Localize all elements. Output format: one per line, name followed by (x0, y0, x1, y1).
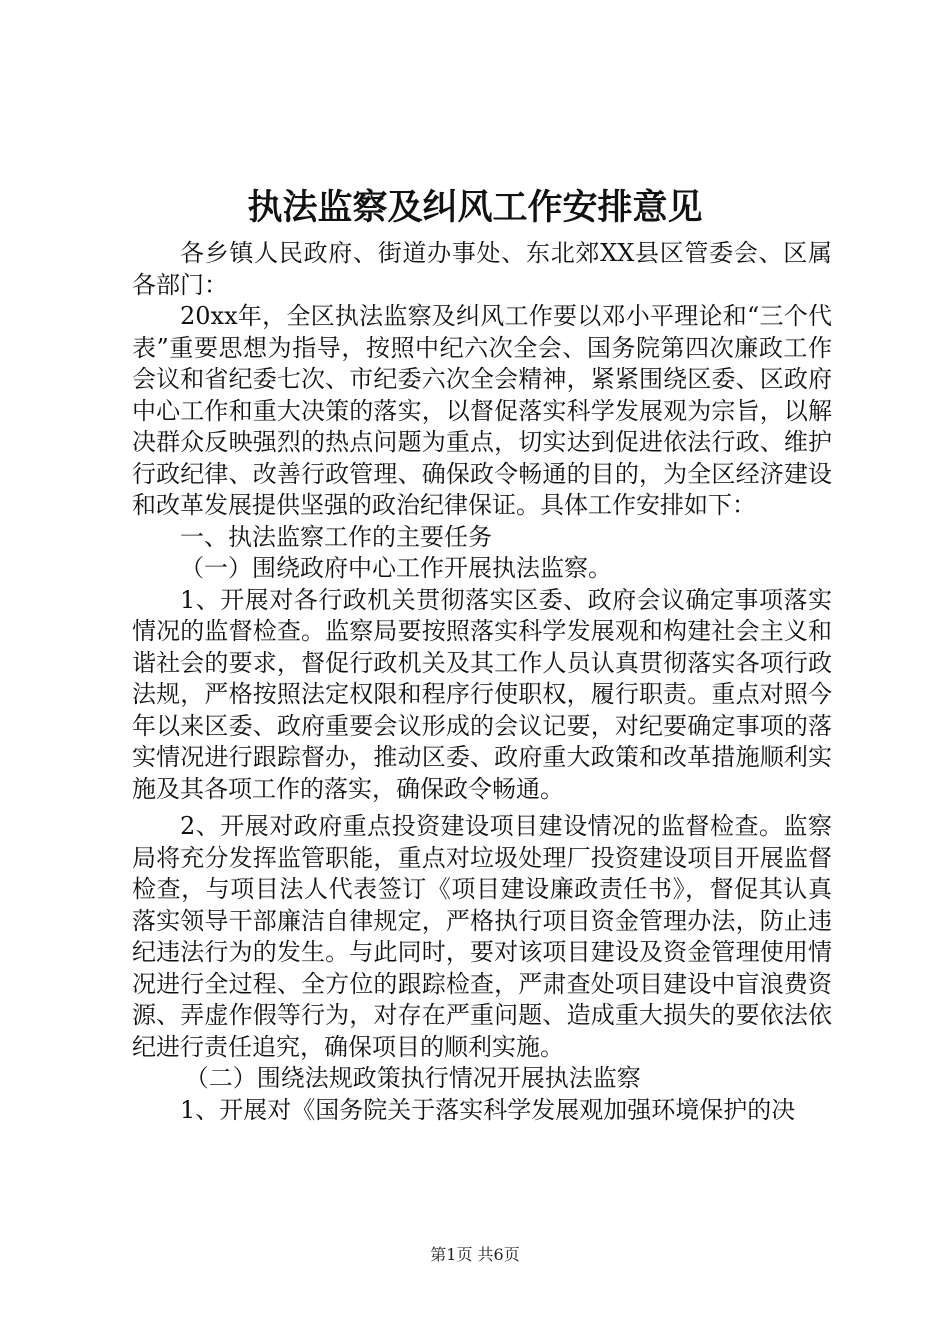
document-title: 执法监察及纠风工作安排意见 (247, 187, 703, 228)
salutation-paragraph: 各乡镇人民政府、街道办事处、东北郊XX县区管委会、区属各部门： (132, 239, 832, 299)
body-paragraph: 1、开展对各行政机关贯彻落实区委、政府会议确定事项落实情况的监督检查。监察局要按照落实科学发展观和构建社会主义和谐社会的要求，督促行政机关及其工作人员认真贯彻落实各项行政法规，严格按照法定权限和程序行使职权，履行职责。重点对照今年以来区委、政府重要会议形成的会议记要，对纪要确定事项的落实情况进行跟踪督办，推动区委、政府重大政策和改革措施顺利实施及其各项工作的落实，确保政令畅通。 (132, 585, 832, 803)
subsection-heading: （一）围绕政府中心工作开展执法监察。 (180, 554, 612, 582)
body-paragraph: 1、开展对《国务院关于落实科学发展观加强环境保护的决 (180, 1095, 796, 1124)
body-paragraph: 2、开展对政府重点投资建设项目建设情况的监督检查。监察局将充分发挥监管职能，重点对垃圾处理厂投资建设项目开展监督检查，与项目法人代表签订《项目建设廉政责任书》，督促其认真落实领导干部廉洁自律规定，严格执行项目资金管理办法，防止违纪违法行为的发生。与此同时，要对该项目建设及资金管理使用情况进行全过程、全方位的跟踪检查，严肃查处项目建设中盲浪费资源、弄虚作假等行为，对存在严重问题、造成重大损失的要依法依纪进行责任追究，确保项目的顺利实施。 (132, 812, 832, 1061)
page-footer: 第1页 共6页 (430, 1245, 520, 1264)
subsection-heading: （二）围绕法规政策执行情况开展执法监察 (184, 1064, 641, 1092)
section-heading: 一、执法监察工作的主要任务 (180, 522, 492, 551)
intro-paragraph: 20xx年，全区执法监察及纠风工作要以邓小平理论和“三个代表”重要思想为指导，按照中纪六次全会、国务院第四次廉政工作会议和省纪委七次、市纪委六次全会精神，紧紧围绕区委、区政府中心工作和重大决策的落实，以督促落实科学发展观为宗旨，以解决群众反映强烈的热点问题为重点，切实达到促进依法行政、维护行政纪律、改善行政管理、确保政令畅通的目的，为全区经济建设和改革发展提供坚强的政治纪律保证。具体工作安排如下： (132, 302, 832, 519)
document-body (132, 238, 832, 1126)
